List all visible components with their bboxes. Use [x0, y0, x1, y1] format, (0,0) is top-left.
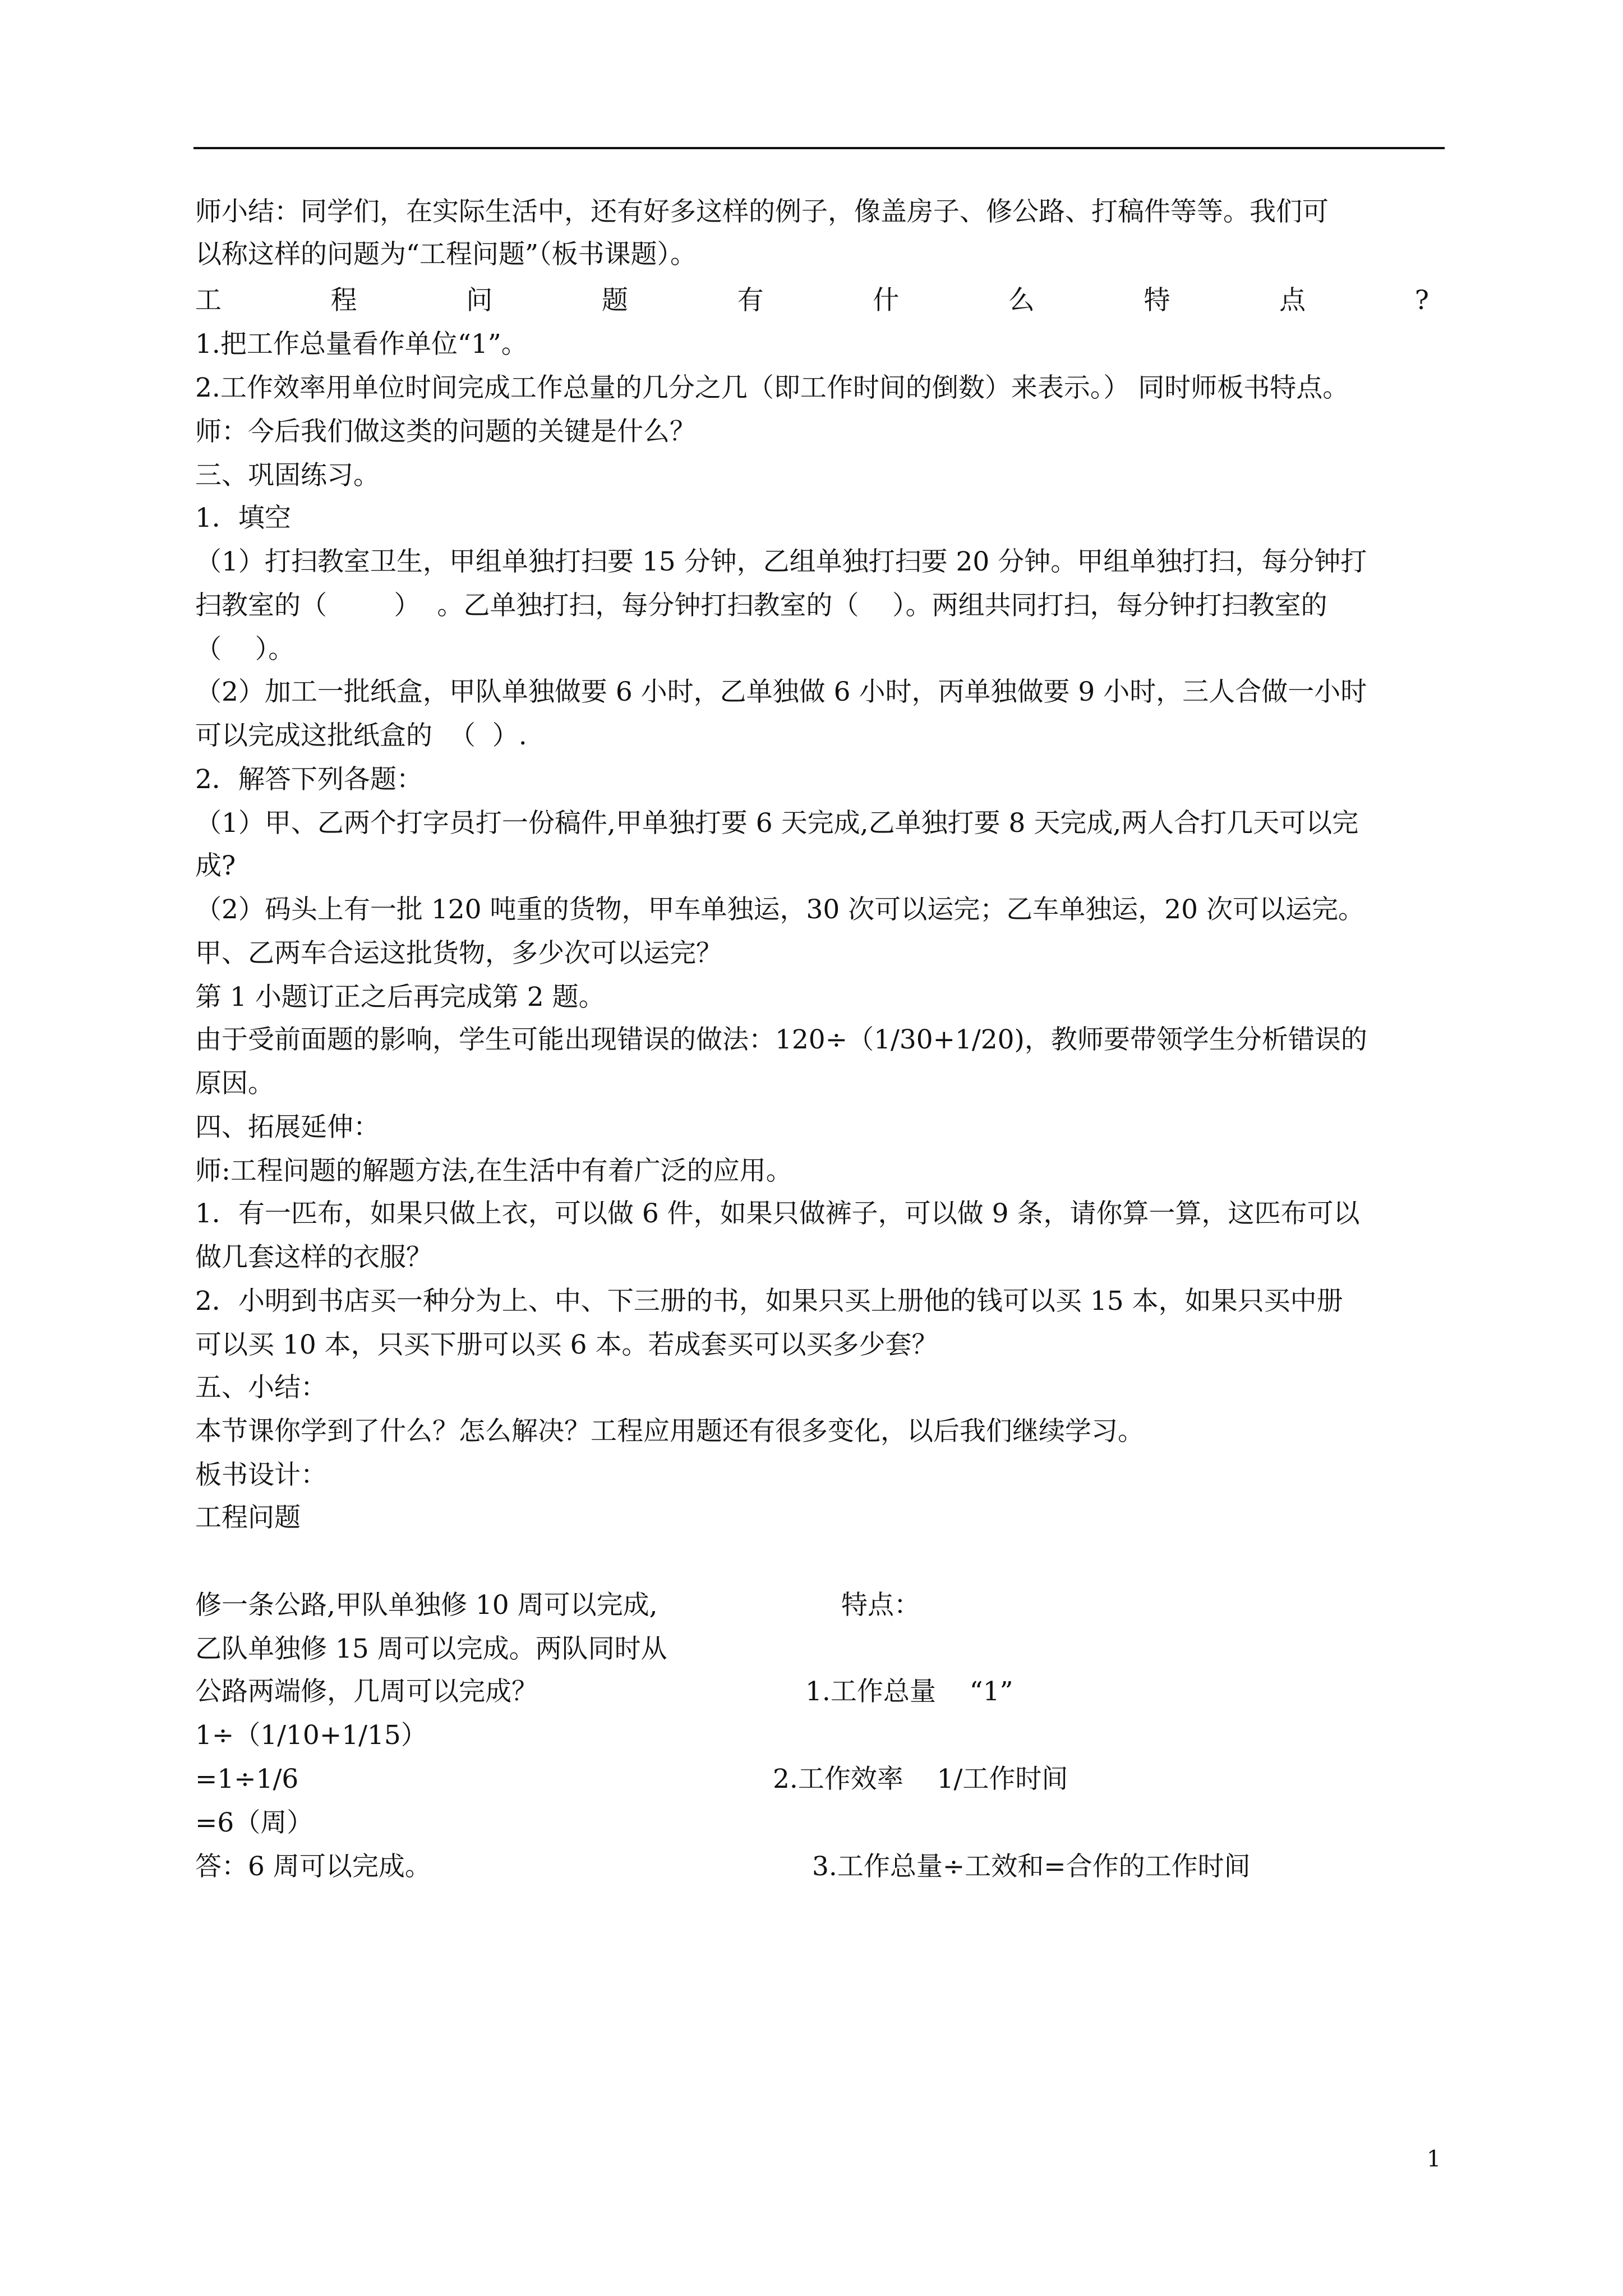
- spread-char: 特: [1144, 285, 1170, 316]
- board-problem-line: 乙队单独修 15 周可以完成。两队同时从: [195, 1634, 667, 1664]
- section-heading: 三、巩固练习。: [195, 460, 380, 491]
- text-line: （1）打扫教室卫生，甲组单独打扫要 15 分钟，乙组单独打扫要 20 分钟。甲组单独打扫，每分钟打: [195, 546, 1367, 577]
- spread-char: 有: [737, 285, 764, 316]
- text-line: 板书设计：: [195, 1460, 327, 1490]
- spread-line: [195, 284, 1429, 318]
- board-features-title: 特点：: [841, 1590, 920, 1621]
- text-line: 扫教室的（ ） 。乙单独打扫，每分钟打扫教室的（ ）。两组共同打扫，每分钟打扫教室的: [195, 590, 1327, 621]
- spread-char: 程: [330, 285, 357, 316]
- section-heading: 四、拓展延伸：: [195, 1112, 380, 1143]
- spread-char: 么: [1008, 285, 1035, 316]
- text-line: 1.把工作总量看作单位“1”。: [195, 329, 528, 360]
- board-title: 工程问题: [195, 1502, 301, 1533]
- board-problem-line: 公路两端修，几周可以完成？: [195, 1676, 538, 1707]
- header-rule: [193, 147, 1445, 149]
- spread-char: 点: [1279, 285, 1306, 316]
- text-line: （ ）。: [195, 634, 295, 665]
- board-problem-line: 修一条公路,甲队单独修 10 周可以完成,: [195, 1590, 658, 1621]
- text-line: 以称这样的问题为“工程问题”（板书课题）。: [195, 239, 697, 270]
- text-line: 成?: [195, 850, 236, 881]
- text-line: 师:工程问题的解题方法,在生活中有着广泛的应用。: [195, 1156, 792, 1186]
- text-line: 2．解答下列各题：: [195, 764, 423, 795]
- page-number: 1: [1427, 2146, 1441, 2172]
- text-line: （2）加工一批纸盒，甲队单独做要 6 小时，乙单独做 6 小时，丙单独做要 9 小时，三人合做一小时: [195, 677, 1367, 707]
- text-line: 师：今后我们做这类的问题的关键是什么？: [195, 416, 696, 447]
- board-equation: =1÷1/6: [195, 1764, 299, 1795]
- board-equation: =6（周）: [195, 1807, 313, 1838]
- text-line: 2．小明到书店买一种分为上、中、下三册的书，如果只买上册他的钱可以买 15 本，如果只买中册: [195, 1286, 1343, 1317]
- board-feature: 1.工作总量 “1”: [805, 1676, 1013, 1707]
- section-heading: 五、小结：: [195, 1372, 327, 1403]
- spread-char: 什: [873, 285, 900, 316]
- text-line: 原因。: [195, 1068, 274, 1099]
- board-feature: 2.工作效率 1/工作时间: [773, 1764, 1068, 1795]
- text-line: 由于受前面题的影响，学生可能出现错误的做法：120÷（1/30+1/20)，教师要带领学生分析错误的: [195, 1024, 1367, 1055]
- text-line: 做几套这样的衣服？: [195, 1242, 432, 1273]
- board-answer: 答：6 周可以完成。: [195, 1851, 431, 1882]
- text-line: 可以完成这批纸盒的 （ ）.: [195, 720, 527, 751]
- text-line: （1）甲、乙两个打字员打一份稿件,甲单独打要 6 天完成,乙单独打要 8 天完成,两人合打几天可以完: [195, 808, 1359, 839]
- board-feature: 3.工作总量÷工效和=合作的工作时间: [812, 1851, 1251, 1882]
- spread-char: 工: [195, 285, 222, 316]
- text-line: 可以买 10 本，只买下册可以买 6 本。若成套买可以买多少套？: [195, 1329, 938, 1360]
- text-line: 本节课你学到了什么？怎么解决？工程应用题还有很多变化，以后我们继续学习。: [195, 1416, 1144, 1447]
- spread-char: ?: [1414, 285, 1429, 316]
- board-equation: 1÷（1/10+1/15）: [195, 1720, 427, 1751]
- text-line: 1．有一匹布，如果只做上衣，可以做 6 件，如果只做裤子，可以做 9 条，请你算一算，这匹布可以: [195, 1198, 1360, 1229]
- text-line: （2）码头上有一批 120 吨重的货物，甲车单独运，30 次可以运完；乙车单独运，20 次可以运完。: [195, 894, 1364, 925]
- spread-char: 题: [601, 285, 628, 316]
- text-line: 师小结：同学们，在实际生活中，还有好多这样的例子，像盖房子、修公路、打稿件等等。我们可: [195, 196, 1329, 227]
- text-line: 1．填空: [195, 503, 291, 533]
- spread-char: 问: [466, 285, 493, 316]
- text-line: 2.工作效率用单位时间完成工作总量的几分之几（即工作时间的倒数）来表示。） 同时师板书特点。: [195, 372, 1349, 403]
- text-line: 第 1 小题订正之后再完成第 2 题。: [195, 982, 605, 1013]
- text-line: 甲、乙两车合运这批货物，多少次可以运完？: [195, 938, 722, 969]
